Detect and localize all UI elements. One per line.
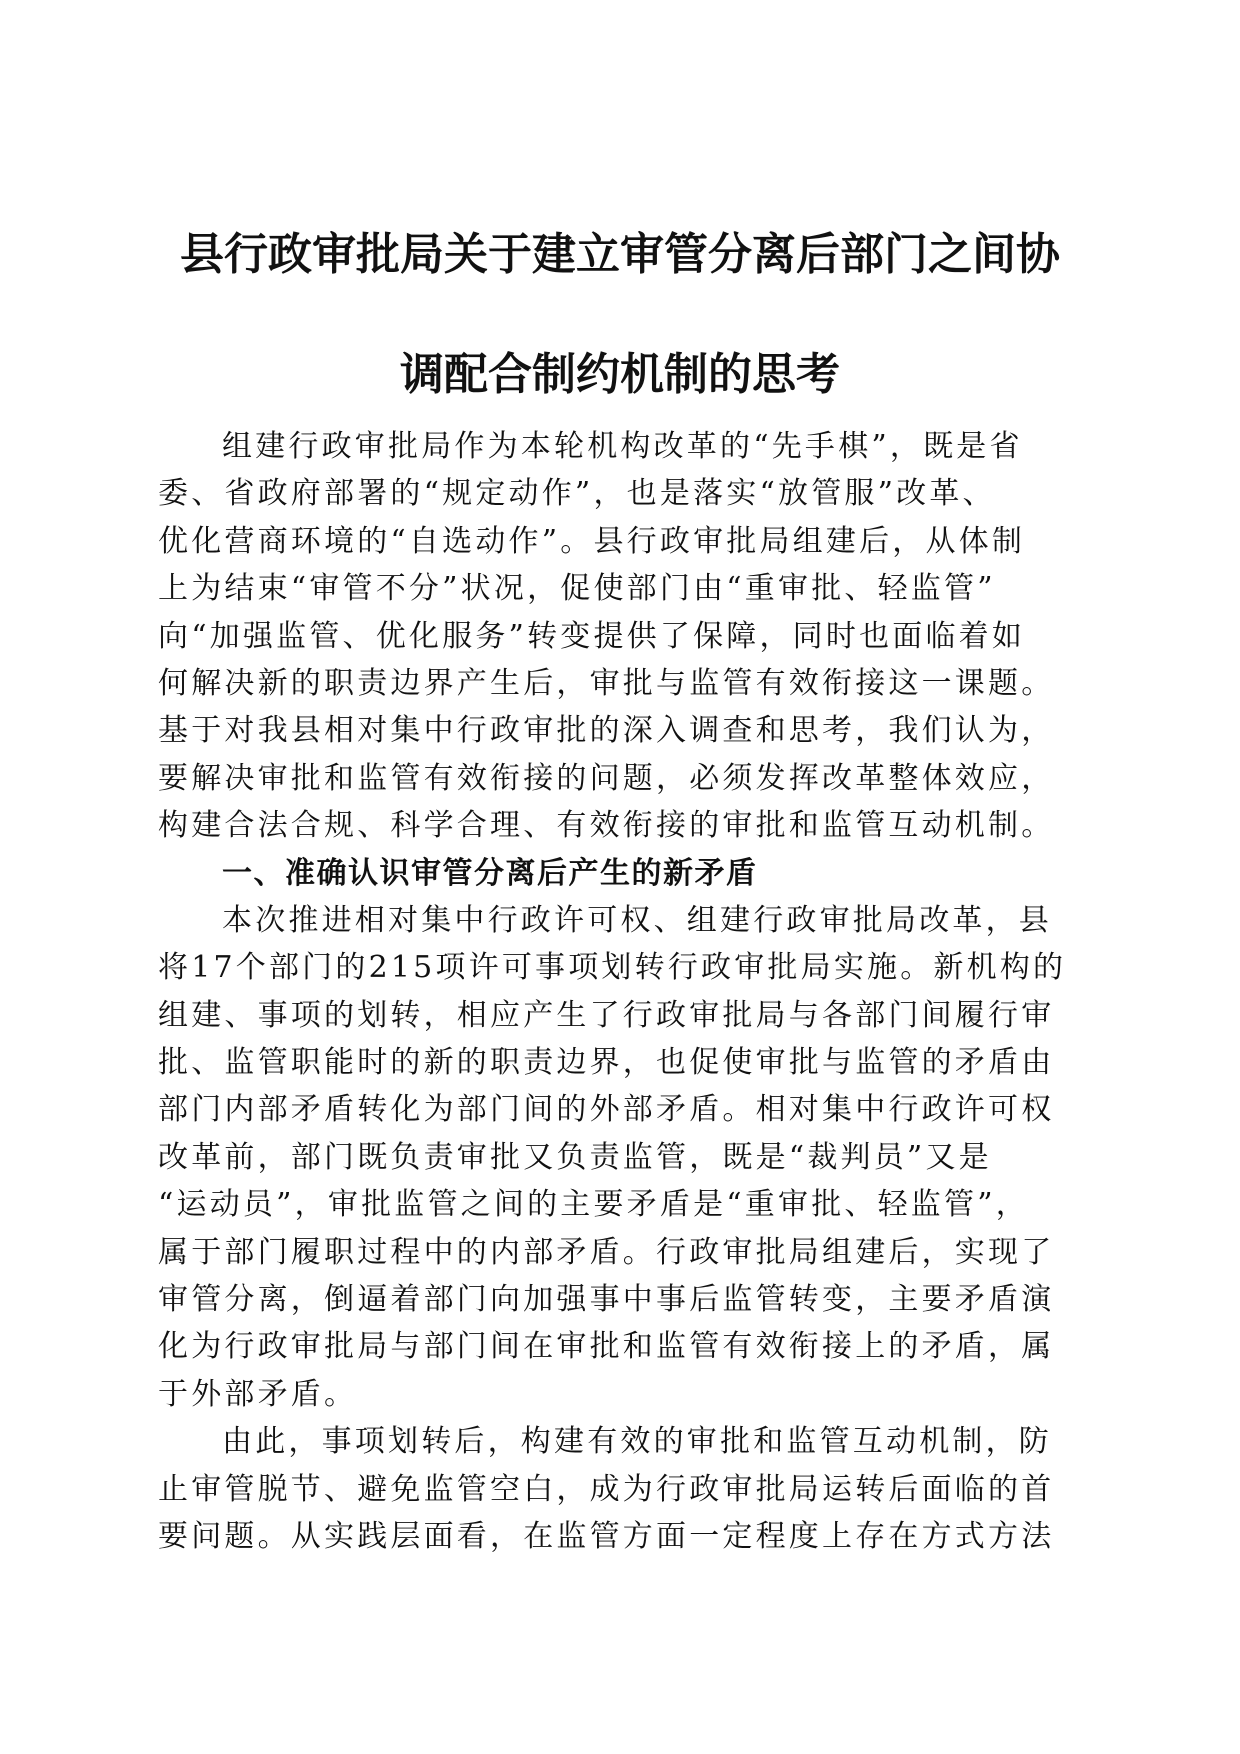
document-body: [158, 423, 1083, 1560]
paragraph-2-line: 组建、事项的划转，相应产生了行政审批局与各部门间履行审: [158, 997, 1055, 1033]
paragraph-1-line: 何解决新的职责边界产生后，审批与监管有效衔接这一课题。: [158, 665, 1055, 701]
paragraph-2-line: 批、监管职能时的新的职责边界，也促使审批与监管的矛盾由: [158, 1045, 1055, 1081]
paragraph-2-line: 化为行政审批局与部门间在审批和监管有效衔接上的矛盾，属: [158, 1329, 1055, 1365]
paragraph-3-line: 由此，事项划转后，构建有效的审批和监管互动机制，防: [222, 1424, 1052, 1460]
document-title-line-1: 县行政审批局关于建立审管分离后部门之间协: [180, 229, 1060, 280]
paragraph-3-line: 止审管脱节、避免监管空白，成为行政审批局运转后面临的首: [158, 1471, 1055, 1507]
paragraph-3-line: 要问题。从实践层面看，在监管方面一定程度上存在方式方法: [158, 1518, 1055, 1554]
paragraph-2-line: “运动员”，审批监管之间的主要矛盾是“重审批、轻监管”，: [158, 1187, 1029, 1223]
paragraph-2-line: 于外部矛盾。: [158, 1376, 358, 1412]
paragraph-1-line: 优化营商环境的“自选动作”。县行政审批局组建后，从体制: [158, 523, 1026, 559]
paragraph-1-line: 向“加强监管、优化服务”转变提供了保障，同时也面临着如: [158, 618, 1026, 654]
paragraph-1-line: 基于对我县相对集中行政审批的深入调查和思考，我们认为，: [158, 713, 1055, 749]
paragraph-2-line: 部门内部矛盾转化为部门间的外部矛盾。相对集中行政许可权: [158, 1092, 1055, 1128]
paragraph-1-line: 构建合法合规、科学合理、有效衔接的审批和监管互动机制。: [158, 808, 1055, 844]
paragraph-2-line: 本次推进相对集中行政许可权、组建行政审批局改革，县: [222, 902, 1052, 938]
paragraph-1-line: 要解决审批和监管有效衔接的问题，必须发挥改革整体效应，: [158, 760, 1055, 796]
paragraph-2-line: 将17个部门的215项许可事项划转行政审批局实施。新机构的: [158, 950, 1067, 986]
paragraph-2-line: 审管分离，倒逼着部门向加强事中事后监管转变，主要矛盾演: [158, 1282, 1055, 1318]
paragraph-2-line: 属于部门履职过程中的内部矛盾。行政审批局组建后，实现了: [158, 1234, 1055, 1270]
paragraph-1-line: 上为结束“审管不分”状况，促使部门由“重审批、轻监管”: [158, 571, 996, 607]
paragraph-1-line: 组建行政审批局作为本轮机构改革的“先手棋”，既是省: [222, 429, 1023, 464]
paragraph-2-line: 改革前，部门既负责审批又负责监管，既是“裁判员”又是: [158, 1139, 992, 1175]
paragraph-1-line: 委、省政府部署的“规定动作”，也是落实“放管服”改革、: [158, 476, 996, 512]
document-title-line-2: 调配合制约机制的思考: [400, 349, 840, 400]
section-1-heading: 一、准确认识审管分离后产生的新矛盾: [222, 855, 758, 891]
